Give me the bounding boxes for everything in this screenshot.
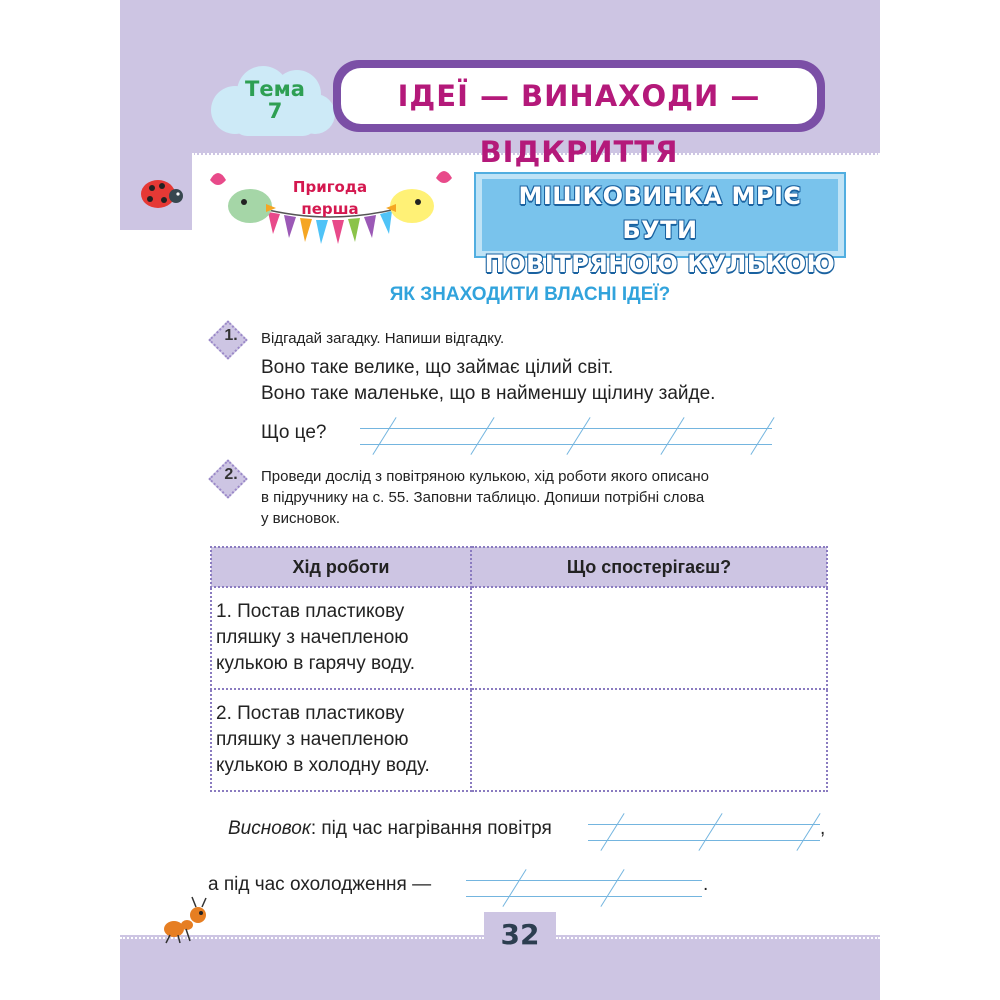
conclusion-label: Висновок xyxy=(228,818,311,839)
step-line: кулькою в холодну воду. xyxy=(216,755,430,776)
question-label: Що це? xyxy=(261,422,327,443)
step-cell xyxy=(211,587,471,689)
conclusion-line2: а під час охолодження — xyxy=(208,874,432,895)
task2-instruction xyxy=(261,466,709,529)
observation-cell[interactable] xyxy=(471,689,827,791)
experiment-table xyxy=(210,546,828,792)
side-dotted-border-bottom xyxy=(120,230,192,232)
task1-instruction: Відгадай загадку. Напиши відгадку. xyxy=(261,330,505,347)
section-heading: ЯК ЗНАХОДИТИ ВЛАСНІ ІДЕЇ? xyxy=(389,284,671,305)
story-title-line1: МІШКОВИНКА МРІЄ БУТИ xyxy=(518,182,802,244)
task-number-badge xyxy=(210,322,242,354)
side-dotted-border xyxy=(192,153,194,230)
column-header: Хід роботи xyxy=(211,547,471,587)
riddle-line: Воно таке велике, що займає цілий світ. xyxy=(261,357,614,378)
task-number: 2. xyxy=(224,466,238,483)
table-row xyxy=(211,587,827,689)
step-line: пляшку з начепленою xyxy=(216,627,409,648)
ladybug-icon xyxy=(138,172,188,212)
task-number-badge xyxy=(210,461,242,493)
conclusion-text: : під час нагрівання повітря xyxy=(310,818,552,839)
comma: , xyxy=(820,818,826,839)
period: . xyxy=(703,874,709,895)
step-line: кулькою в гарячу воду. xyxy=(216,653,415,674)
page-number: 32 xyxy=(500,918,540,951)
step-cell xyxy=(211,689,471,791)
page-title: ІДЕЇ — ВИНАХОДИ — ВІДКРИТТЯ xyxy=(397,79,761,169)
step-line: пляшку з начепленою xyxy=(216,729,409,750)
step-line: 1. Постав пластикову xyxy=(216,601,405,622)
task2-instruction-line: в підручнику на с. 55. Заповни таблицю. Допиши потрібні слова xyxy=(261,489,705,506)
adventure-label xyxy=(270,176,390,220)
table-row xyxy=(211,689,827,791)
topic-number: 7 xyxy=(267,99,283,123)
footer-dotted-border-right xyxy=(556,937,880,939)
observation-cell[interactable] xyxy=(471,587,827,689)
task2-instruction-line: у висновок. xyxy=(261,510,341,527)
story-title-line2: ПОВІТРЯНОЮ КУЛЬКОЮ xyxy=(484,250,836,278)
adventure-label-line2: перша xyxy=(301,200,359,218)
topic-word: Тема xyxy=(245,77,305,101)
answer-line[interactable] xyxy=(466,896,702,897)
story-title xyxy=(482,179,838,278)
step-line: 2. Постав пластикову xyxy=(216,703,405,724)
table-header-row xyxy=(211,547,827,587)
conclusion-line1 xyxy=(228,818,552,840)
topic-label xyxy=(240,78,310,122)
column-header: Що спостерігаєш? xyxy=(471,547,827,587)
answer-line[interactable] xyxy=(588,824,820,825)
answer-line[interactable] xyxy=(466,880,702,881)
adventure-label-line1: Пригода xyxy=(292,178,368,196)
task2-instruction-line: Проведи дослід з повітряною кулькою, хід роботи якого описано xyxy=(261,468,709,485)
ant-icon xyxy=(160,895,212,945)
answer-line[interactable] xyxy=(360,444,772,445)
answer-line[interactable] xyxy=(360,428,772,429)
task-number: 1. xyxy=(224,327,238,344)
riddle-line: Воно таке маленьке, що в найменшу щілину зайде. xyxy=(261,383,716,404)
